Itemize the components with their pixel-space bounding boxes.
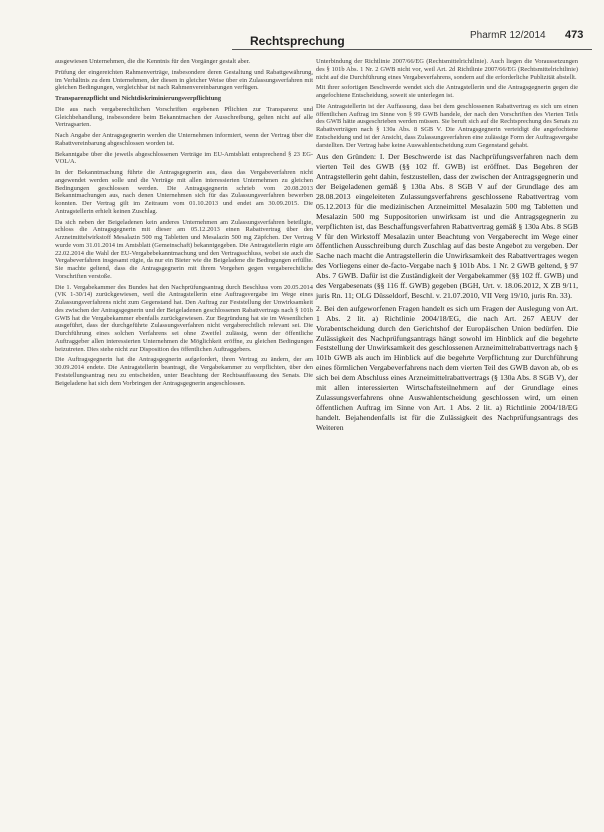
paragraph: Nach Angabe der Antragsgegnerin werden die Unternehmen informiert, wenn der Vertrag über die Rabattvereinbarung abgeschlossen worden ist. [55, 132, 313, 147]
paragraph: Prüfung der eingereichten Rahmenverträge, insbesondere deren Gestaltung und Rabattgewährung, im Verhältnis zu dem Unternehmen, der diesen in gleicher Weise über ein Zulassungsverfahren mit gleichen Bedingungen, vergleichbar ist nach Rahmenvereinbarungen verfügen. [55, 68, 313, 92]
right-column [316, 58, 578, 436]
paragraph: Die Auftragsgegnerin hat die Antragsgegnerin aufgefordert, ihren Vertrag zu ändern, der am 30.09.2014 endete. Die Antragstellerin beantragt, die Vergabekammer zu verpflichten, über den Feststellungsantrag neu zu entscheiden, unter Beachtung der Rechtsauffassung des Senats. Die Beigeladene hat sich dem Vorbringen der Antragsgegnerin angeschlossen. [55, 356, 313, 387]
journal-reference: PharmR 12/2014 [470, 30, 546, 41]
left-column [55, 58, 313, 390]
paragraph: Mit ihrer sofortigen Beschwerde wendet sich die Antragstellerin und die Antragsgegnerin gegen die angefochtene Entscheidung, soweit sie unterlegen ist. [316, 84, 578, 99]
header-rule [232, 49, 592, 50]
paragraph: Unterbindung der Richtlinie 2007/66/EG (Rechtsmittelrichtlinie). Auch liegen die Voraussetzungen des § 101b Abs. 1 Nr. 2 GWB nicht vor, weil Art. 2d Richtlinie 2007/66/EG (Rechtsmittelrichtlinie) nicht auf die Durchführung eines Vergabeverfahrens, sondern auf die erforderliche Publizität abstellt. [316, 58, 578, 81]
reasons-paragraph-2: 2. Bei den aufgeworfenen Fragen handelt es sich um Fragen der Auslegung von Art. 1 Abs. 2 lit. a) Richtlinie 2004/18/EG, die nach Art. 267 AEUV der Vorabentscheidung durch den Gerichtshof der Europäischen Union bedürfen. Die Zulässigkeit des Nachprüfungsantrags hängt sowohl im Hinblick auf die begehrte Feststellung der Unwirksamkeit des geschlossenen Arzneimittelrabattvertrags nach § 101b GWB als auch im Hinblick auf die begehrte Verpflichtung zur Durchführung eines förmlichen Vergabeverfahrens nach dem vierten Teil des GWB davon ab, ob es sich bei dem Abschluss eines Arzneimittelrabattvertrags (§ 130a Abs. 8 SGB V), der mit allen interessierten Wirtschaftsteilnehmern auf der Grundlage eines Zulassungsverfahrens ohne Auswahlentscheidung geschlossen wird, um einen öffentlichen Auftrag im Sinne von Art. 1 Abs. 2 lit. a) Richtlinie 2004/18/EG handelt. Bejahendenfalls ist für die Zulässigkeit des Nachprüfungsantrags des Weiteren [316, 303, 578, 432]
paragraph: Die 1. Vergabekammer des Bundes hat den Nachprüfungsantrag durch Beschluss vom 20.05.2014 (VK 1-30/14) zurückgewiesen, weil die Antragstellerin eine Auftragsvergabe im Wege eines Zulassungsverfahrens nicht zum Gegenstand hat. Den Auftrag zur Feststellung der Unwirksamkeit des zwischen der Antragsgegnerin und der Beigeladenen geschlossenen Rabattvertrags nach § 101b GWB hat die Vergabekammer ebenfalls zurückgewiesen. Zur Begründung hat sie im Wesentlichen ausgeführt, dass der durchgeführte Zulassungsverfahren nicht vergaberechtlich relevant sei. Die Durchführung eines solchen Verfahrens sei ohne Zweifel zulässig, wenn der öffentliche Auftraggeber allen interessierten Unternehmen die Möglichkeit eröffne, zu gleichen Bedingungen beizutreten. Dies stehe nicht zur Disposition des öffentlichen Auftraggebers. [55, 283, 313, 353]
subheading: Transparenzpflicht und Nichtdiskriminierungsverpflichtung [55, 95, 222, 102]
page-number: 473 [565, 29, 584, 41]
paragraph: ausgewiesen Unternehmen, die die Kenntnis für den Vorgänger gestalt aber. [55, 58, 251, 65]
paragraph: Da sich neben der Beigeladenen kein anderes Unternehmen am Zulassungsverfahren beteiligte, schloss die Antragsgegnerin mit dieser am 05.12.2013 einen Rabattvertrag über den Arzneimittelwirkstoff Mesalazin 500 mg Tabletten und Mesalazin 500 mg Zäpfchen. Der Vertrag wurde vom 31.01.2014 im Amtsblatt (Gemeinschaft) bekanntgegeben. Die Antragstellerin rügte am 22.02.2014 die Wahl der EU-Vergabebekanntmachung und den Vertragsschluss, wobei sie auch die Vergabeverfahren insgesamt rügte, da nur ein Bieter wie die Beigeladene die Bedingungen erfüllte. Sie machte geltend, dass die Antragsgegnerin mit ihrem Vorgehen gegen vergaberechtliche Vorschriften verstoße. [55, 218, 313, 280]
paragraph: Bekanntgabe über die jeweils abgeschlossenen Verträge im EU-Amtsblatt entsprechend § 23 EG-VOL/A. [55, 150, 313, 166]
paragraph: Die Antragstellerin ist der Auffassung, dass bei dem geschlossenen Rabattvertrag es sich um einen öffentlichen Auftrag im Sinne von § 99 GWB handele, der nach den Vorschriften des Vierten Teils des GWB hätte ausgeschrieben werden müssen. Sie beruft sich auf die Rechtsprechung des Senats zu Rabattverträgen nach § 130a Abs. 8 SGB V. Die Antragsgegnerin verteidigt die angefochtene Entscheidung und ist der Ansicht, dass Zulassungsverfahren eine zulässige Form der Auftragsvergabe darstellten. Der Vertrag habe keine Auswahlentscheidung zum Gegenstand gehabt. [316, 102, 578, 149]
section-label: Rechtsprechung [250, 34, 345, 48]
paragraph: Die aus nach vergaberechtlichen Vorschriften ergebenen Pflichten zur Transparenz und Gleichbehandlung, insbesondere beim Bekanntmachen der Ausschreibung, gelten nicht auf alle Vertragsarten. [55, 105, 313, 129]
paragraph: In der Bekanntmachung führte die Antragsgegnerin aus, dass das Vergabeverfahren nicht angewendet werden solle und die Verträge mit allen interessierten Unternehmen zu gleichen Bedingungen geschlossen werden. Die Antragsgegnerin schrieb vom 20.08.2013 Bekanntmachungen aus, nach denen Unternehmen sich für das Zulassungsverfahren bewerben konnten. Der Vertrag gilt im Zeitraum vom 01.10.2013 und endet am 30.09.2015. Die Antragstellerin erhielt keinen Zuschlag. [55, 169, 313, 215]
page-header [0, 0, 604, 52]
reasons-paragraph: Aus den Gründen: I. Der Beschwerde ist das Nachprüfungsverfahren nach dem vierten Teil des GWB (§§ 102 ff. GWB) ist eröffnet. Das Begehren der Antragstellerin geht dahin, festzustellen, dass der zwischen der Antragsgegnerin und der Beigeladenen gemäß § 130a Abs. 8 SGB V auf der Grundlage des am 28.08.2013 eingeleiteten Zulassungsverfahrens geschlossene Rabattvertrag vom 05.12.2013 für die medizinischen Arzneimittel Mesalazin 500 mg Tabletten und Mesalazin 500 mg Suppositorien unwirksam ist und die Antragsgegnerin zu verpflichten ist, das Beschaffungsverfahren Rabattvertrag gemäß § 130a Abs. 8 SGB V für den Wirkstoff Mesalazin unter Beachtung von Vergaberecht im Wege einer öffentlichen Ausschreibung durch Zuschlag auf das beste Angebot zu vergeben. Der Sache nach macht die Antragstellerin die Unwirksamkeit des Rabattvertrages wegen des Vorliegens einer de-facto-Vergabe nach § 101b Abs. 1 Nr. 2 GWB geltend, § 97 Abs. 7 GWB. Dafür ist die Zuständigkeit der Vergabekammer (§§ 102 ff. GWB) und des Vergabesenats (§§ 116 ff. GWB) gegeben (BGH, Urt. v. 18.06.2012, X ZB 9/11, juris Rn. 11; OLG Düsseldorf, Beschl. v. 21.07.2010, VII Verg 19/10, juris Rn. 33). [316, 152, 578, 300]
